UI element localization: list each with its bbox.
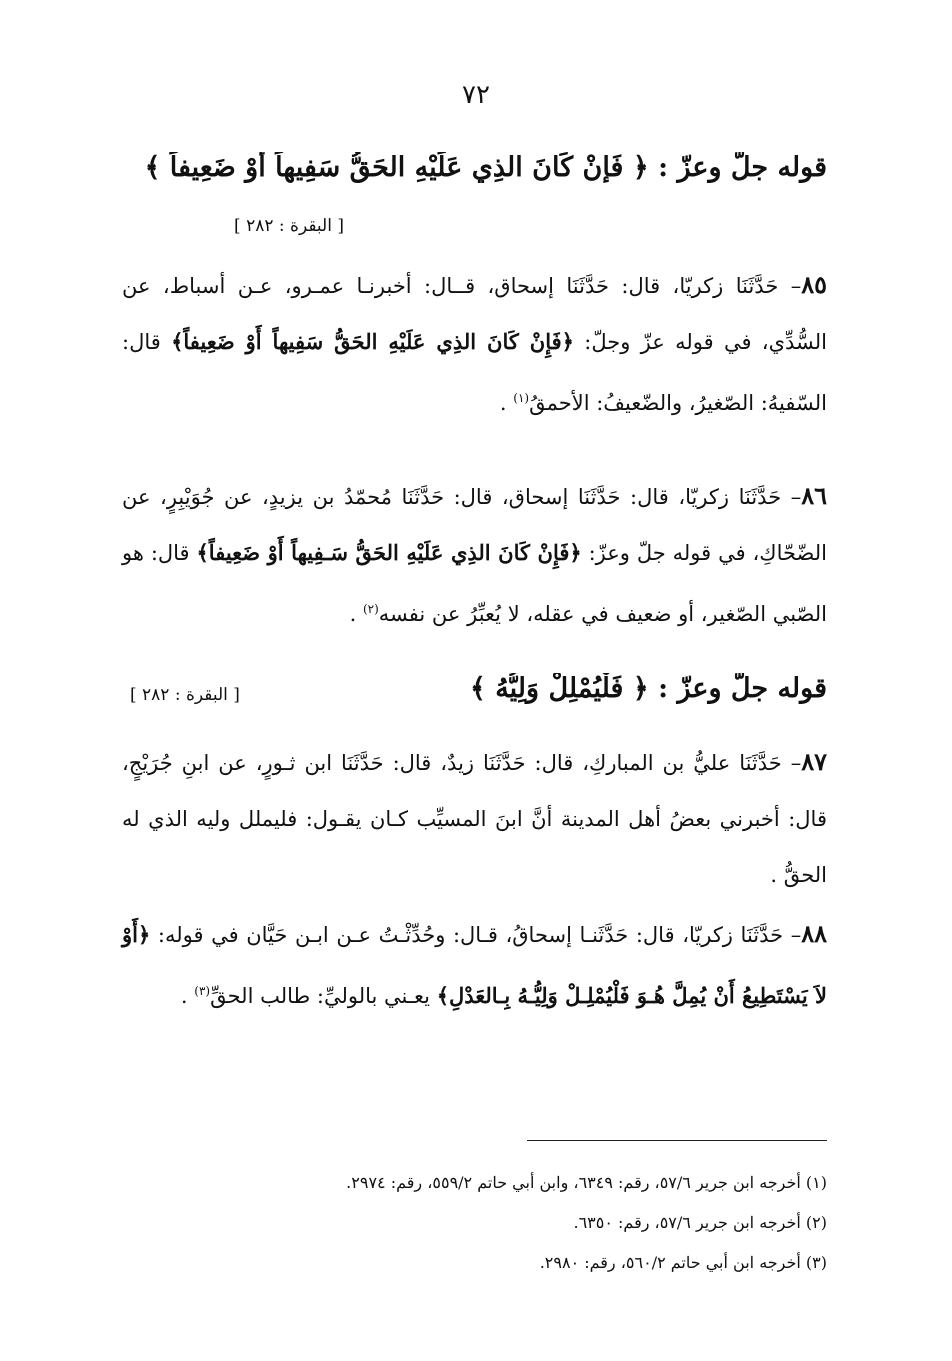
entry-text: – حَدَّثَنَا زكريّا، قال: حَدَّثَنَا إسحاق، قــال: أخبرنـا عمـرو، عـن أسباط، عن السُّدِّي، في قوله عزّ وجلّ: <box>122 274 828 354</box>
entry-verse: ﴿فَإِنْ كَانَ الذِي عَلَيْهِ الحَقُّ سَـفِيهاً أَوْ ضَعِيفاً﴾ <box>196 540 582 565</box>
entry-verse: ﴿أَوْ لاَ يَسْتَطِيعُ أَنْ يُمِلَّ هُـوَ فَلْيُمْلِـلْ وَلِيُّـهُ بِـالعَدْلِ﴾ <box>122 922 827 1008</box>
hadith-entry-85 <box>122 257 827 431</box>
entry-verse: ﴿فَإِنْ كَانَ الذِي عَلَيْهِ الحَقُّ سَفِيهاً أَوْ ضَعِيفاً﴾ <box>171 329 574 354</box>
entry-number: ٨٥ <box>801 270 827 299</box>
footnote-separator <box>527 1140 827 1141</box>
entry-text: – حَدَّثَنَا زكريّا، قال: حَدَّثَنـا إسحاقُ، قـال: وحُدِّثْـتُ عـن ابـن حَيَّان في قوله: <box>150 923 802 947</box>
footnotes <box>125 1163 827 1283</box>
footnote-marker: (٣) <box>194 984 211 998</box>
entry-number: ٨٨ <box>801 919 827 948</box>
page-number: ٧٢ <box>462 80 490 110</box>
entry-end: . <box>180 984 195 1008</box>
hadith-entry-87 <box>122 734 827 903</box>
heading-verse: ﴿ فَإِنْ كَانَ الذِي عَلَيْهِ الحَقُّ سَفِيهاً أَوْ ضَعِيفاً ﴾ <box>144 152 649 183</box>
entry-text-after: يعـني بالوليِّ: طالب الحقِّ <box>210 984 437 1008</box>
entry-text-after: قال: السّفيهُ: الصّغيرُ، والضّعيفُ: الأحمقُ <box>122 330 827 415</box>
hadith-entry-86 <box>122 468 827 642</box>
hadith-entry-88 <box>122 906 827 1024</box>
verse-reference-1: [ البقرة : ٢٨٢ ] <box>234 216 344 236</box>
entry-text-after: قال: هو الصّبي الصّغير، أو ضعيف في عقله، لا يُعبِّرُ عن نفسه <box>122 541 827 626</box>
footnote-2: (٢) أخرجه ابن جرير ٥٧/٦، رقم: ٦٣٥٠. <box>573 1213 827 1232</box>
entry-text: – حَدَّثَنَا عليُّ بن المباركِ، قال: حَدَّثَنَا زيدٌ، قال: حَدَّثَنَا ابن ثـورٍ، عن ابنِ جُرَيْجٍ، قال: أخبرني بعضُ أهل المدينة أنَّ ابنَ المسيِّب كـان يقـول: فليملل وليه الذي له الحقُّ <box>122 751 827 887</box>
footnote-3: (٣) أخرجه ابن أبي حاتم ٥٦٠/٢، رقم: ٢٩٨٠. <box>539 1253 827 1272</box>
footnote-marker: (١) <box>513 391 530 405</box>
footnote-1: (١) أخرجه ابن جرير ٥٧/٦، رقم: ٦٣٤٩، وابن أبي حاتم ٥٥٩/٢، رقم: ٢٩٧٤. <box>346 1173 827 1192</box>
section-heading-2 <box>267 673 827 704</box>
heading-lead: قوله جلّ وعزّ : <box>648 152 827 183</box>
heading-verse: ﴿ فَلْيُمْلِلْ وَلِيُّهُ ﴾ <box>469 673 649 704</box>
verse-reference-2: [ البقرة : ٢٨٢ ] <box>130 685 240 705</box>
entry-number: ٨٦ <box>801 481 827 510</box>
heading-lead: قوله جلّ وعزّ : <box>648 673 827 704</box>
entry-end: . <box>770 863 784 887</box>
section-heading-1 <box>125 152 827 183</box>
entry-number: ٨٧ <box>801 747 827 776</box>
entry-end: . <box>349 602 363 626</box>
entry-text: – حَدَّثَنَا زكريّا، قال: حَدَّثَنَا إسحاق، قال: حَدَّثَنَا مُحمّدُ بن يزيدٍ، عن جُوَيْبِرٍ، عن الضّحّاكِ، في قوله جلّ وعزّ: <box>122 485 827 565</box>
entry-end: . <box>499 391 514 415</box>
footnote-marker: (٢) <box>362 602 379 616</box>
